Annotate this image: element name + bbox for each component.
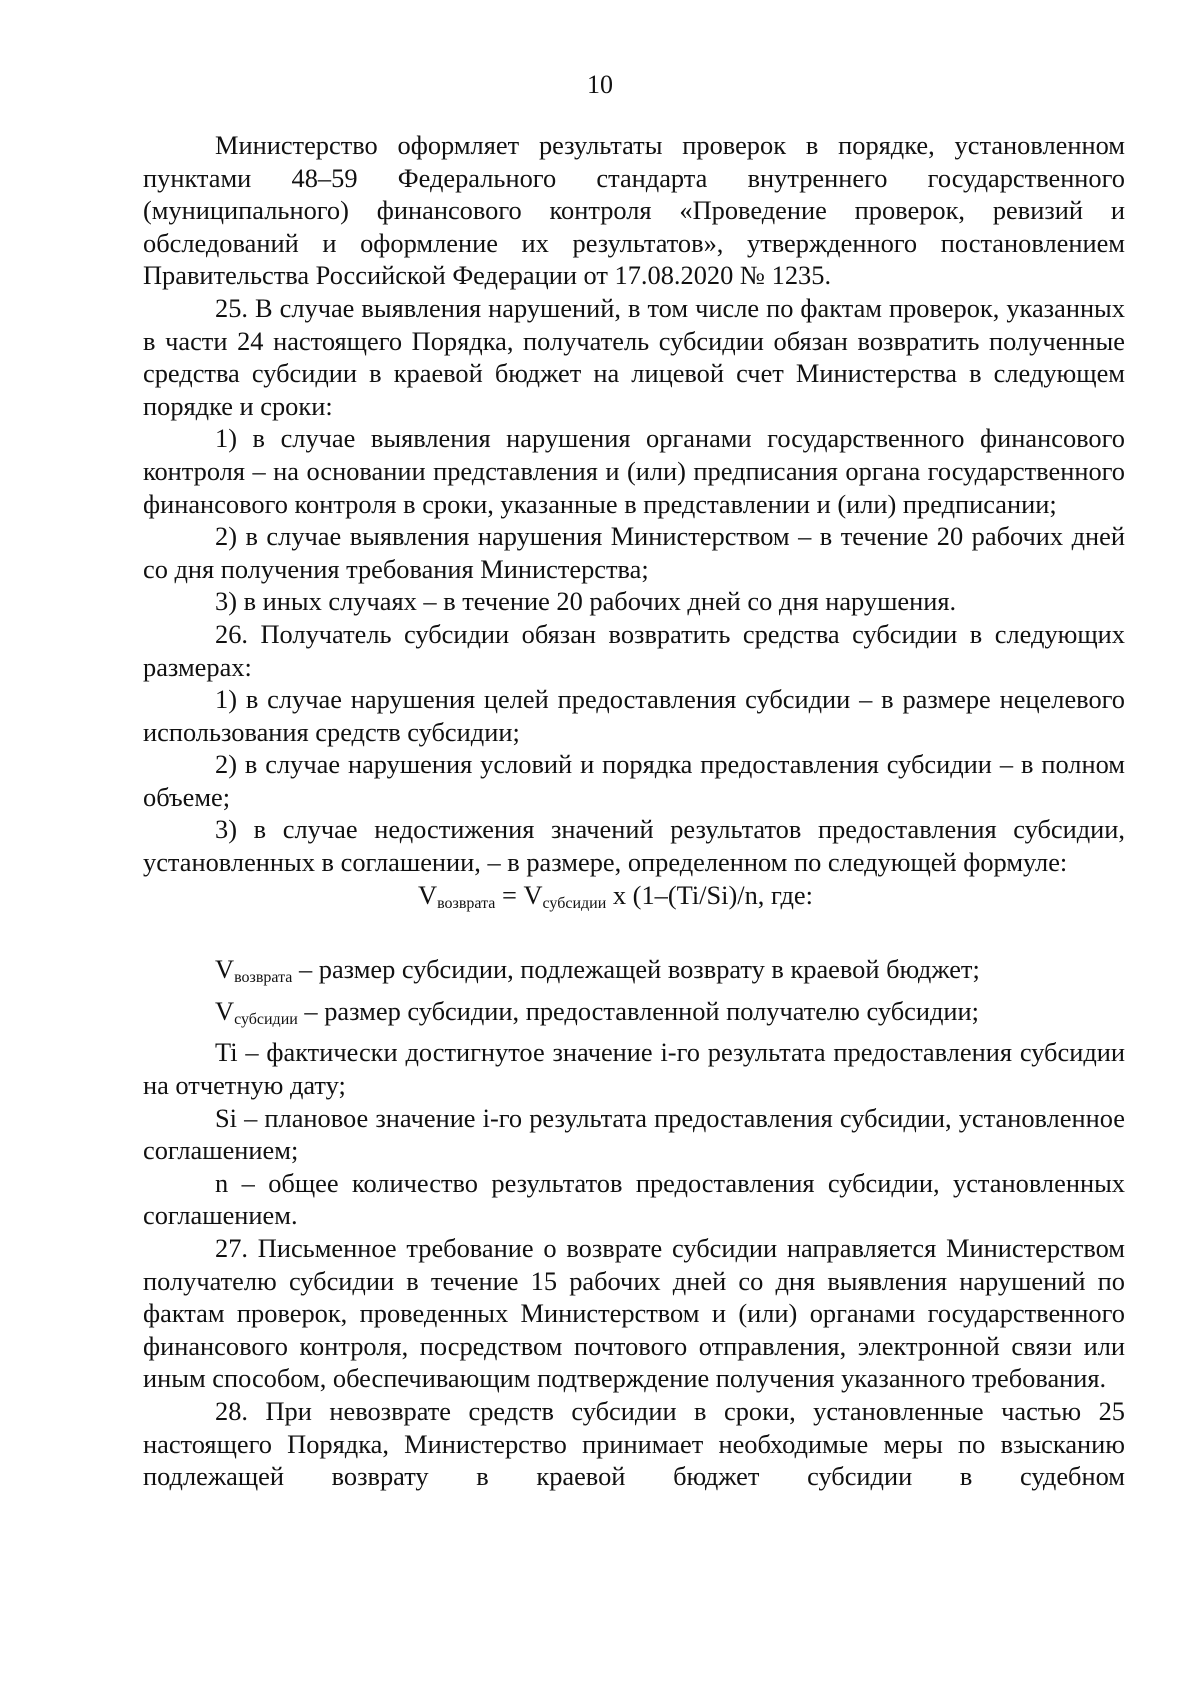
paragraph-ministry-results: Министерство оформляет результаты проверок в порядке, установленном пунктами 48–59 Федерального стандарта внутреннего государственного (муниципального) финансового контроля «Проведение проверок, ревизий и обследований и оформление их результатов», утвержденного постановлением Правительства Российской Федерации от 17.08.2020 № 1235. — [143, 130, 1125, 291]
formula-equals: = — [495, 879, 524, 910]
paragraph-25: 25. В случае выявления нарушений, в том числе по фактам проверок, указанных в части 24 настоящего Порядка, получатель субсидии обязан возвратить полученные средства субсидии в краевой бюджет на лицевой счет Министерства в следующем порядке и сроки: — [143, 292, 1125, 421]
paragraph-27: 27. Письменное требование о возврате субсидии направляется Министерством получателю субсидии в течение 15 рабочих дней со дня выявления нарушений по фактам проверок, проведенных Министерством и (или) органами государственного финансового контроля, посредством почтового отправления, электронной связи или иным способом, обеспечивающим подтверждение получения указанного требования. — [143, 1233, 1125, 1394]
paragraph-26-item-3: 3) в случае недостижения значений результатов предоставления субсидии, установленных в соглашении, – в размере, определенном по следующей формуле: — [143, 814, 1125, 878]
definition-ti: Ti – фактически достигнутое значение i-го результата предоставления субсидии на отчетную дату; — [143, 1037, 1125, 1101]
paragraph-25-item-1: 1) в случае выявления нарушения органами государственного финансового контроля – на основании представления и (или) предписания органа государственного финансового контроля в сроки, указанные в представлении и (или) предписании; — [143, 423, 1125, 519]
paragraph-28: 28. При невозврате средств субсидии в сроки, установленные частью 25 настоящего Порядка, Министерство принимает необходимые меры по взысканию подлежащей возврату в краевой бюджет субсидии в судебном — [143, 1395, 1125, 1492]
definition-si: Si – плановое значение i-го результата предоставления субсидии, установленное соглашением; — [143, 1102, 1125, 1166]
formula-v-return: V — [418, 879, 438, 910]
definition-v-subsidy-subscript: субсидии — [234, 1010, 298, 1028]
definition-v-subsidy — [143, 995, 1125, 1037]
definition-v-return-text: – размер субсидии, подлежащей возврату в краевой бюджет; — [292, 954, 980, 985]
definition-v-return-symbol: V — [215, 954, 235, 985]
formula-v-subsidy: V — [523, 879, 543, 910]
definition-v-subsidy-symbol: V — [215, 995, 235, 1026]
return-formula — [143, 879, 1125, 921]
definition-n: n – общее количество результатов предоставления субсидии, установленных соглашением. — [143, 1167, 1125, 1231]
paragraph-26: 26. Получатель субсидии обязан возвратить средства субсидии в следующих размерах: — [143, 618, 1125, 682]
definition-v-return-subscript: возврата — [234, 969, 293, 987]
paragraph-25-item-2: 2) в случае выявления нарушения Министерством – в течение 20 рабочих дней со дня получения требования Министерства; — [143, 521, 1125, 584]
definition-v-return — [143, 953, 1125, 995]
formula-v-subsidy-subscript: субсидии — [542, 894, 607, 912]
paragraph-26-item-1: 1) в случае нарушения целей предоставления субсидии – в размере нецелевого использования средств субсидии; — [143, 684, 1125, 747]
formula-expression: x (1–(Ti/Si)/n, где: — [606, 879, 813, 910]
paragraph-26-item-2: 2) в случае нарушения условий и порядка предоставления субсидии – в полном объеме; — [143, 749, 1125, 812]
page-number: 10 — [587, 70, 613, 99]
paragraph-25-item-3: 3) в иных случаях – в течение 20 рабочих дней со дня нарушения. — [215, 586, 957, 617]
definition-v-subsidy-text: – размер субсидии, предоставленной получателю субсидии; — [297, 995, 979, 1026]
formula-v-return-subscript: возврата — [437, 894, 496, 912]
document-body — [143, 129, 1125, 1493]
